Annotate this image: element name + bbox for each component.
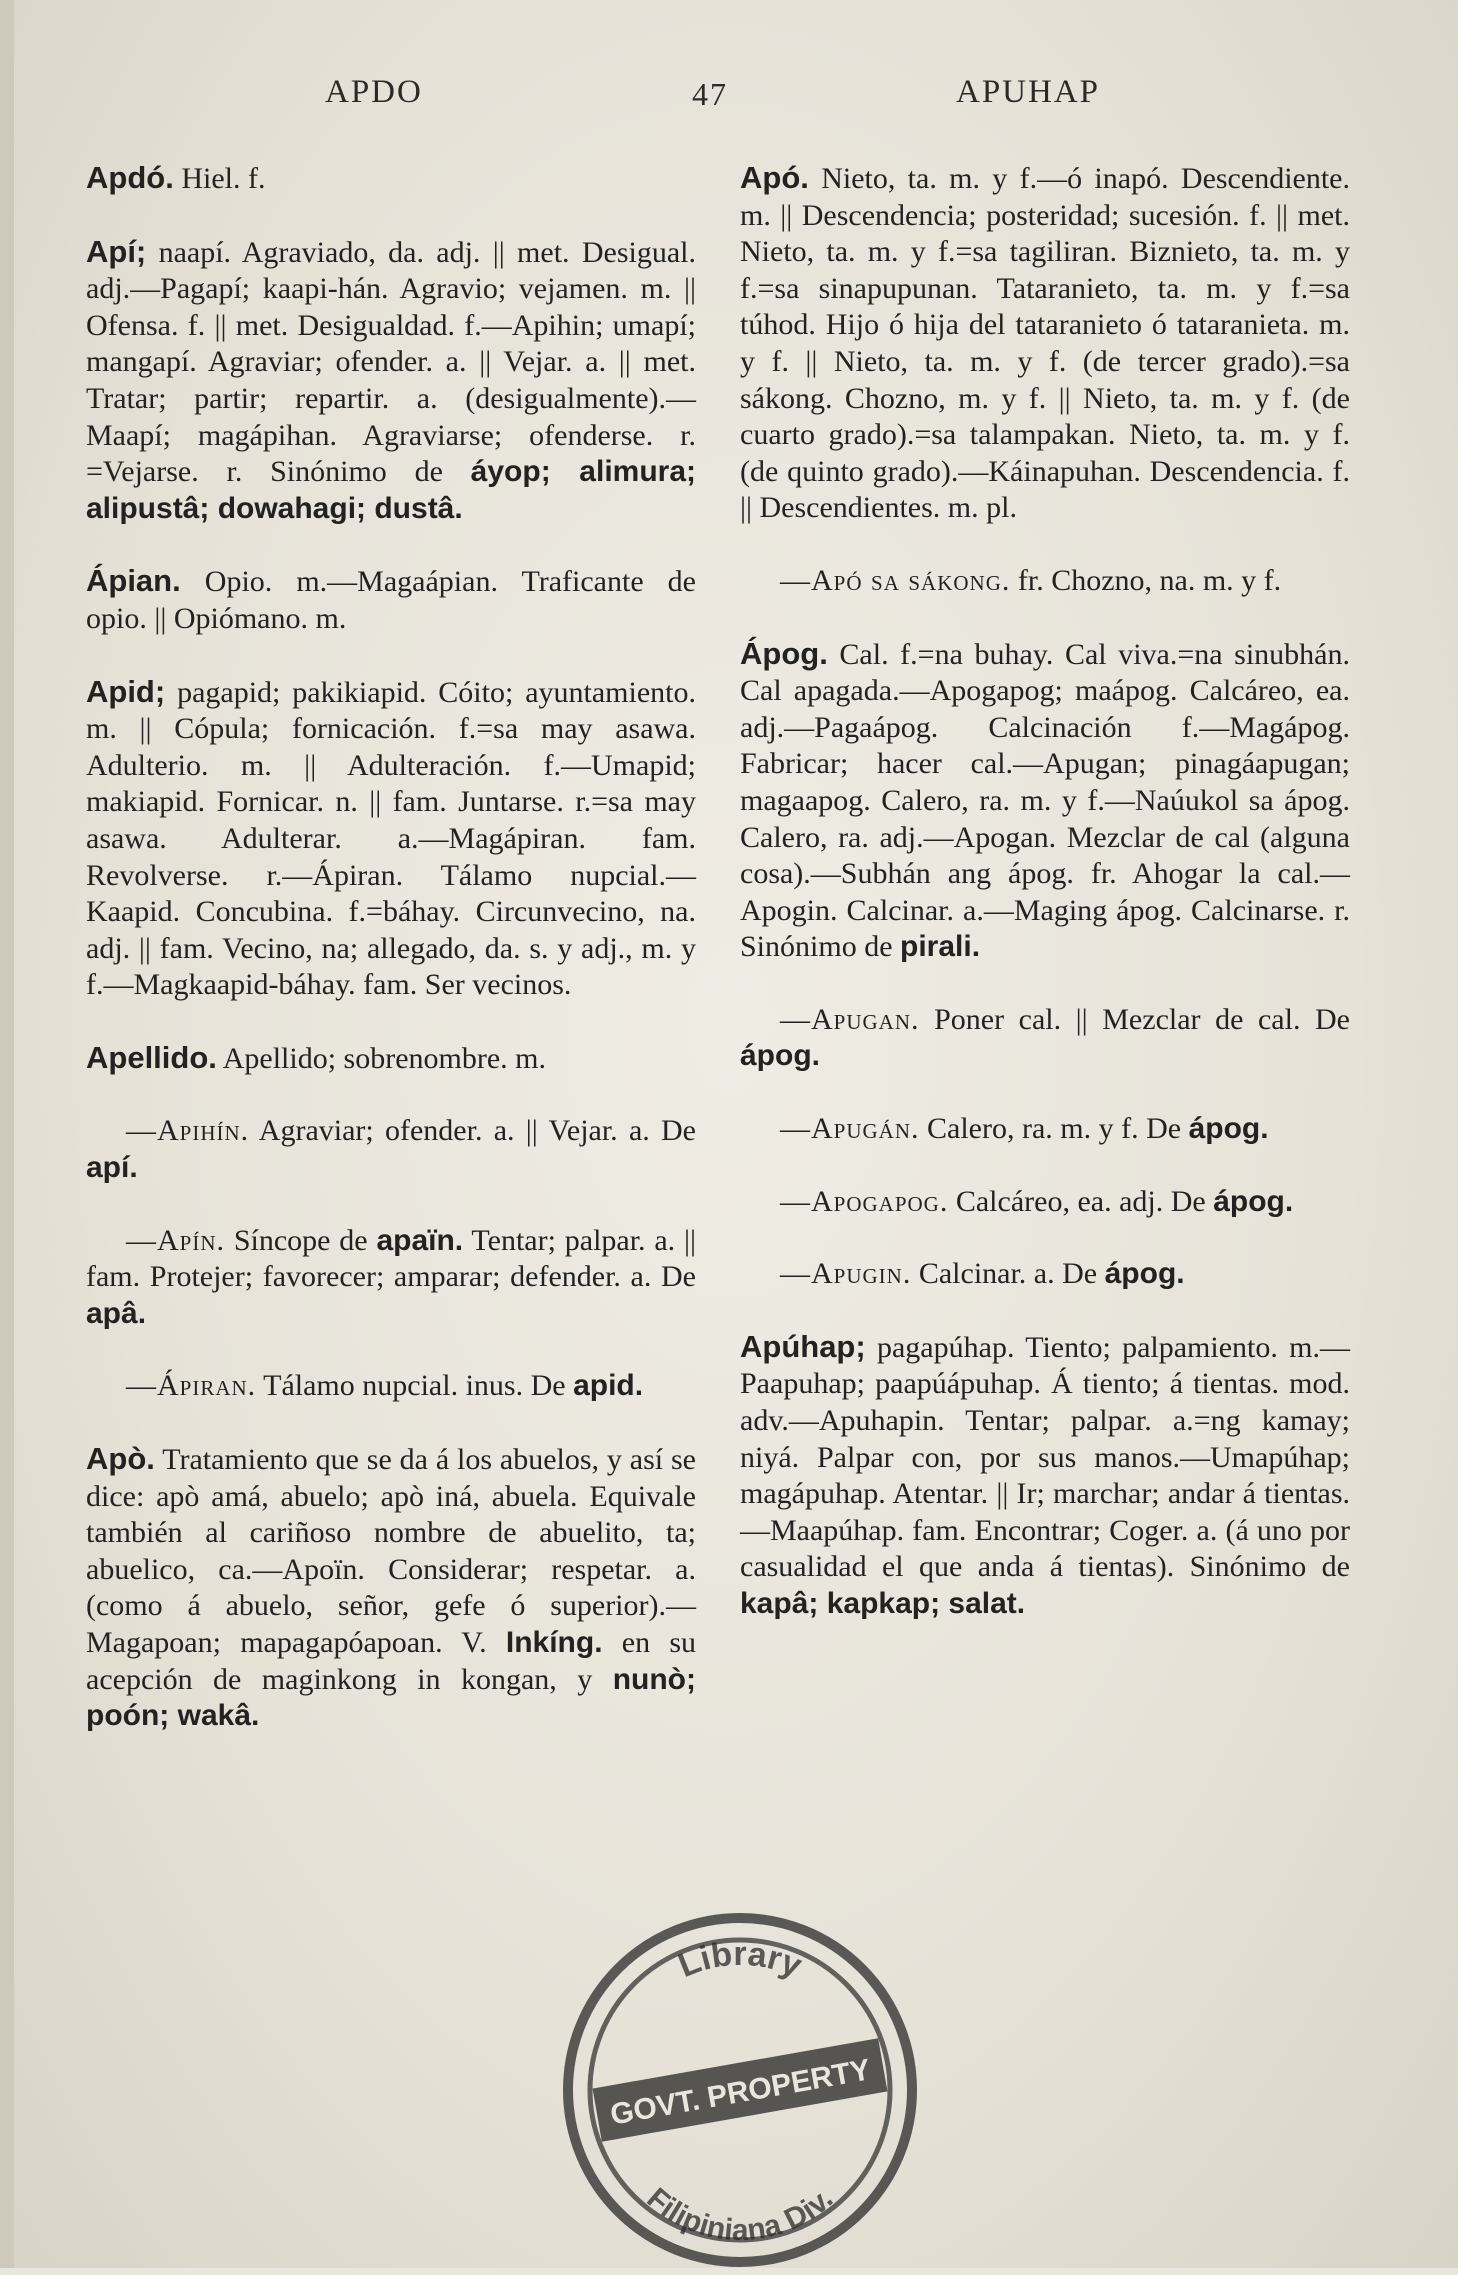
definition: pagapid; pakikiapid. Cóito; ayuntamiento. m. || Cópula; fornicación. f.=sa may asawa. Adulterio. m. || Adulteración. f.—Umapid; makiapid. Fornicar. n. || fam. Juntarse. r.=sa may asawa. Adulterar. a.—Magápiran. fam. Revolverse. r.—Ápiran. Tálamo nupcial.—Kaapid. Concubina. f.=báhay. Circunvecino, na. adj. || fam. Vecino, na; allegado, da. s. y adj., m. y f.—Magkaapid-báhay. fam. Ser vecinos.	[86, 675, 696, 1002]
header-right-word: APUHAP	[956, 74, 1101, 110]
dictionary-subentry	[86, 1113, 696, 1186]
synonyms: pirali.	[900, 930, 981, 964]
cross-reference: apid.	[573, 1369, 644, 1403]
definition: pagapúhap. Tiento; palpamiento. m.—Paapuhap; paapúápuhap. Á tiento; á tientas. mod. adv.—Apuhapin. Tentar; palpar. a.=ng kamay; niyá. Palpar con, por sus manos.—Umapúhap; magápuhap. Atentar. || Ir; marchar; andar á tientas.—Maapúhap. fam. Encontrar; Coger. a. (á uno por casualidad el que anda á tientas). Sinónimo de	[740, 1330, 1350, 1584]
dictionary-subentry	[86, 1368, 696, 1405]
dictionary-subentry	[740, 563, 1350, 600]
header-left-word: APDO	[325, 74, 423, 110]
subentry-word: —Apogapog.	[780, 1184, 949, 1218]
headword: Apúhap;	[740, 1328, 866, 1364]
dictionary-entry	[740, 160, 1350, 527]
subentry-word: —Apugan.	[780, 1002, 920, 1036]
dictionary-subentry	[740, 1256, 1350, 1293]
definition: Tálamo nupcial. inus. De	[256, 1369, 574, 1403]
binding-edge	[0, 0, 14, 2268]
subentry-word: —Apugán.	[780, 1112, 920, 1146]
dictionary-subentry	[86, 1223, 696, 1333]
dictionary-subentry	[740, 1111, 1350, 1148]
definition-cont: en su acepción de maginkong in kongan, y	[86, 1626, 697, 1696]
synonyms: kapâ; kapkap; salat.	[740, 1587, 1026, 1620]
definition: Nieto, ta. m. y f.—ó inapó. Descendiente. m. || Descendencia; posteridad; sucesión. f. || met. Nieto, ta. m. y f.=sa tagiliran. Biznieto, ta. m. y f.=sa sinapupunan. Tataranieto, ta. m. y f.=sa túhod. Hijo ó hija del tataranieto ó tataranieta. m. y f. || Nieto, ta. m. y f. (de tercer grado).=sa sákong. Chozno, m. y f. || Nieto, ta. m. y f. (de cuarto grado).=sa talampakan. Nieto, ta. m. y f. (de quinto grado).—Káinapuhan. Descendencia. f. || Descendientes. m. pl.	[740, 162, 1350, 525]
headword: Apò.	[86, 1441, 155, 1477]
dictionary-entry	[86, 563, 696, 637]
definition-cont: Tentar; palpar. a. || fam. Protejer; favorecer; amparar; defender. a. De	[86, 1223, 697, 1294]
running-header	[0, 74, 1458, 124]
headword: Apellido.	[86, 1039, 217, 1075]
definition: Calcinar. a. De	[911, 1257, 1105, 1291]
cross-reference: Inkíng.	[505, 1626, 603, 1659]
subentry-word: —Apín.	[126, 1223, 226, 1257]
stamp-bottom-text: Filipiniana Div.	[640, 2181, 840, 2248]
page-number: 47	[692, 76, 728, 112]
definition: Agraviar; ofender. a. || Vejar. a. De	[249, 1114, 696, 1148]
subentry-word: —Apihín.	[126, 1114, 250, 1148]
dictionary-subentry	[740, 1184, 1350, 1221]
dictionary-entry	[86, 674, 696, 1004]
cross-reference: ápog.	[1104, 1257, 1185, 1291]
dictionary-subentry	[740, 1002, 1350, 1075]
definition: Tratamiento que se da á los abuelos, y así se dice: apò amá, abuelo; apò iná, abuela. Equivale también al cariñoso nombre de abuelito, ta; abuelico, ca.—Apoïn. Considerar; respetar. a. (como á abuelo, señor, gefe ó superior).—Magapoan; mapagapóapoan. V.	[86, 1443, 696, 1659]
dictionary-entry	[86, 1441, 696, 1735]
synonyms: nunò; poón; wakâ.	[86, 1662, 696, 1733]
definition: fr. Chozno, na. m. y f.	[1010, 563, 1282, 597]
dictionary-entry	[86, 160, 696, 198]
definition: Hiel. f.	[173, 162, 266, 195]
definition: Calero, ra. m. y f. De	[919, 1112, 1189, 1146]
definition: Poner cal. || Mezclar de cal. De	[919, 1002, 1350, 1036]
subentry-word: —Ápiran.	[126, 1369, 257, 1403]
definition: Síncope de	[225, 1223, 377, 1257]
stamp-top-text: Library	[673, 1934, 808, 1986]
dictionary-entry	[740, 636, 1350, 966]
headword: Apí;	[86, 233, 147, 269]
headword: Apid;	[86, 673, 166, 709]
cross-reference: apâ.	[86, 1296, 147, 1330]
right-column	[740, 160, 1350, 1659]
dictionary-entry	[740, 1329, 1350, 1623]
cross-reference: apí.	[86, 1151, 138, 1185]
library-stamp	[555, 1905, 925, 2275]
definition: Apellido; sobrenombre. m.	[216, 1041, 547, 1075]
definition: Cal. f.=na buhay. Cal viva.=na sinubhán. Cal apagada.—Apogapog; maápog. Calcáreo, ea. adj.—Pagaápog. Calcinación f.—Magápog. Fabricar; hacer cal.—Apugan; pinagáapugan; magaapog. Calero, ra. m. y f.—Naúukol sa ápog. Calero, ra. adj.—Apogan. Mezclar de cal (alguna cosa).—Subhán ang ápog. fr. Ahogar la cal.—Apogin. Calcinar. a.—Maging ápog. Calcinarse. r. Sinónimo de	[740, 637, 1350, 964]
headword: Ápian.	[86, 563, 181, 599]
left-column	[86, 160, 696, 1771]
subentry-word: —Apugin.	[780, 1257, 912, 1291]
definition: Opio. m.—Magaápian. Traficante de opio. || Opiómano. m.	[86, 565, 696, 635]
definition: naapí. Agraviado, da. adj. || met. Desigual. adj.—Pagapí; kaapi-hán. Agravio; vejamen. m. || Ofensa. f. || met. Desigualdad. f.—Apihin; umapí; mangapí. Agraviar; ofender. a. || Vejar. a. || met. Tratar; partir; repartir. a. (desigualmente).—Maapí; magápihan. Agraviarse; ofenderse. r. =Vejarse. r. Sinónimo de	[86, 235, 696, 489]
cross-reference: ápog.	[740, 1039, 820, 1073]
subentry-word: —Apó sa sákong.	[780, 563, 1011, 597]
synonyms: áyop; alimura; alipustâ; dowahagi; dustâ.	[86, 455, 696, 525]
stamp-middle-text: GOVT. PROPERTY	[607, 2053, 873, 2132]
definition: Calcáreo, ea. adj. De	[948, 1184, 1214, 1218]
cross-reference: ápog.	[1213, 1184, 1294, 1218]
cross-reference: apaïn.	[376, 1223, 464, 1257]
headword: Ápog.	[740, 635, 828, 671]
cross-reference: ápog.	[1188, 1112, 1269, 1146]
headword: Apdó.	[86, 160, 174, 195]
headword: Apó.	[740, 160, 809, 195]
dictionary-entry	[86, 1040, 696, 1078]
dictionary-entry	[86, 234, 696, 528]
